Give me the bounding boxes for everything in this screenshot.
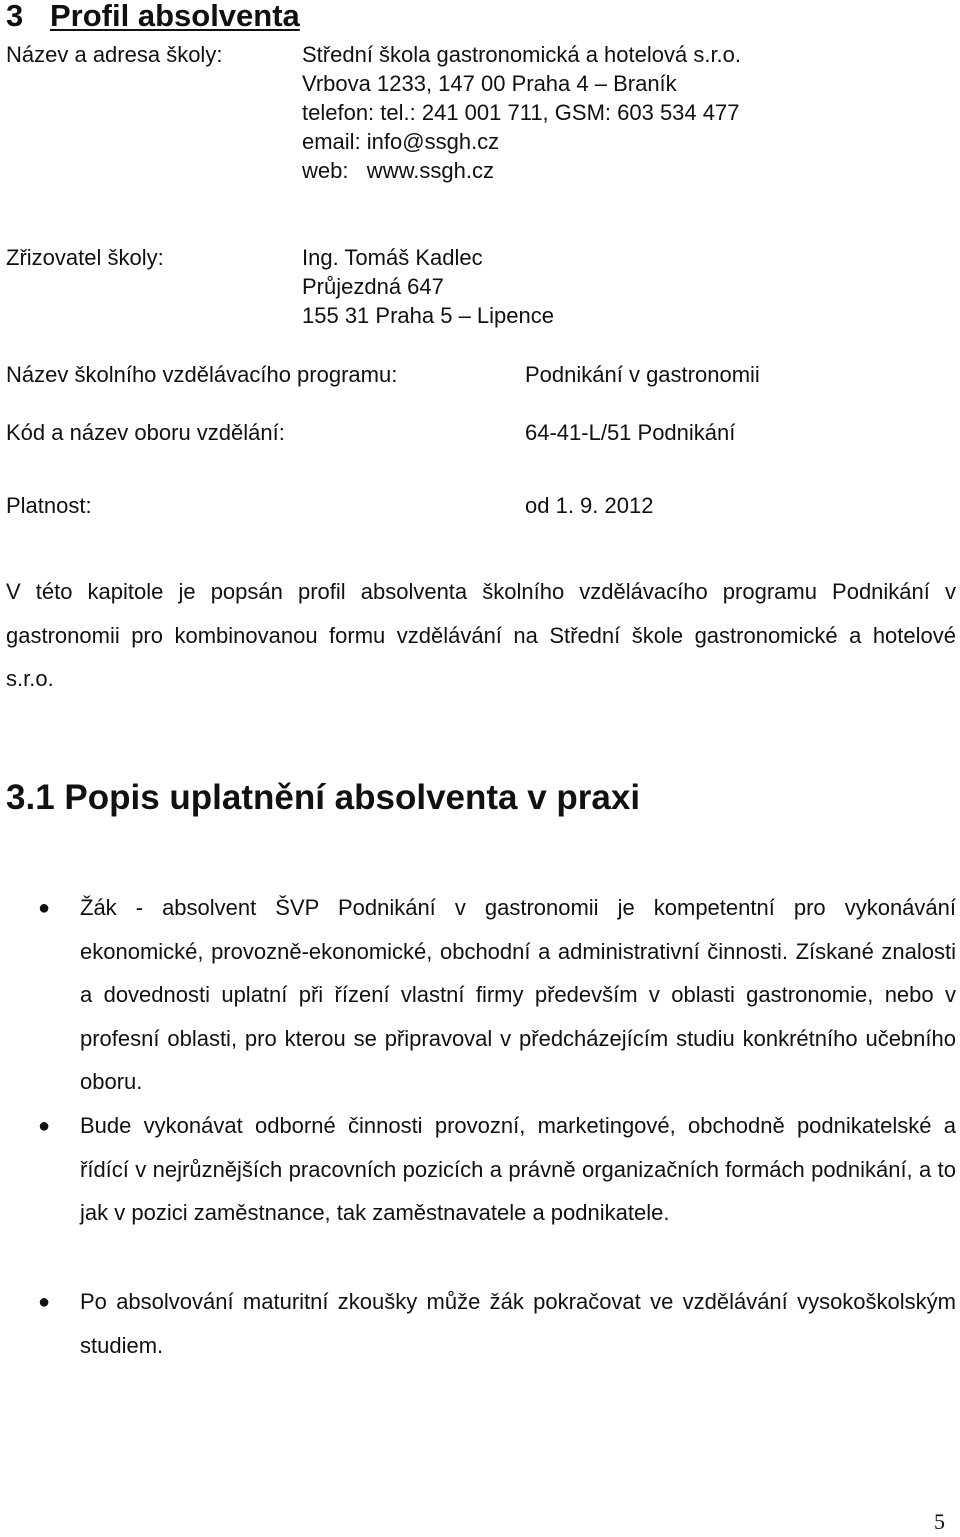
validity-label: Platnost: [6,493,92,518]
bullet-icon: ● [38,1291,51,1313]
bullet-item: Bude vykonávat odborné činnosti provozní, marketingové, obchodně podnikatelské a řídící v nejrůznějších pracovních pozicích a právně organizačních formách podnikání, a to jak v pozici zaměstnance, tak zaměstnavatele a podnikatele. [80,1113,956,1226]
school-web: web: www.ssgh.cz [302,158,494,183]
school-address-block [302,40,741,185]
bullet-icon: ● [38,1115,51,1137]
validity-value: od 1. 9. 2012 [525,493,654,518]
founder-label: Zřizovatel školy: [6,245,164,270]
program-value: Podnikání v gastronomii [525,362,760,387]
section-number: 3 [6,0,24,33]
bullet-item: Žák - absolvent ŠVP Podnikání v gastronomii je kompetentní pro vykonávání ekonomické, provozně-ekonomické, obchodní a administrativní činnosti. Získané znalosti a dovednosti uplatní při řízení vlastní firmy především v oblasti gastronomie, nebo v profesní oblasti, pro kterou se připravoval v předcházejícím studiu konkrétního učebního oboru. [80,895,956,1095]
school-phone: telefon: tel.: 241 001 711, GSM: 603 534 477 [302,100,740,125]
field-value: 64-41-L/51 Podnikání [525,420,736,445]
founder-street: Průjezdná 647 [302,274,444,299]
section-title: Profil absolventa [50,0,300,33]
school-email: email: info@ssgh.cz [302,129,500,154]
bullet-item: Po absolvování maturitní zkoušky může žák pokračovat ve vzdělávání vysokoškolským studiem. [80,1289,956,1358]
intro-paragraph: V této kapitole je popsán profil absolventa školního vzdělávacího programu Podnikání v gastronomii pro kombinovanou formu vzdělávání na Střední škole gastronomické a hotelové s.r.o. [6,579,956,691]
founder-name: Ing. Tomáš Kadlec [302,245,483,270]
field-label: Kód a název oboru vzdělání: [6,420,285,445]
bullet-icon: ● [38,897,51,919]
program-label: Název školního vzdělávacího programu: [6,362,398,387]
page-number: 5 [934,1509,945,1534]
section-heading [6,0,300,34]
school-name: Střední škola gastronomická a hotelová s.r.o. [302,42,742,67]
founder-block [302,243,554,330]
founder-city: 155 31 Praha 5 – Lipence [302,303,554,328]
subsection-heading: 3.1 Popis uplatnění absolventa v praxi [6,778,641,817]
school-label: Název a adresa školy: [6,42,223,67]
school-street: Vrbova 1233, 147 00 Praha 4 – Braník [302,71,677,96]
